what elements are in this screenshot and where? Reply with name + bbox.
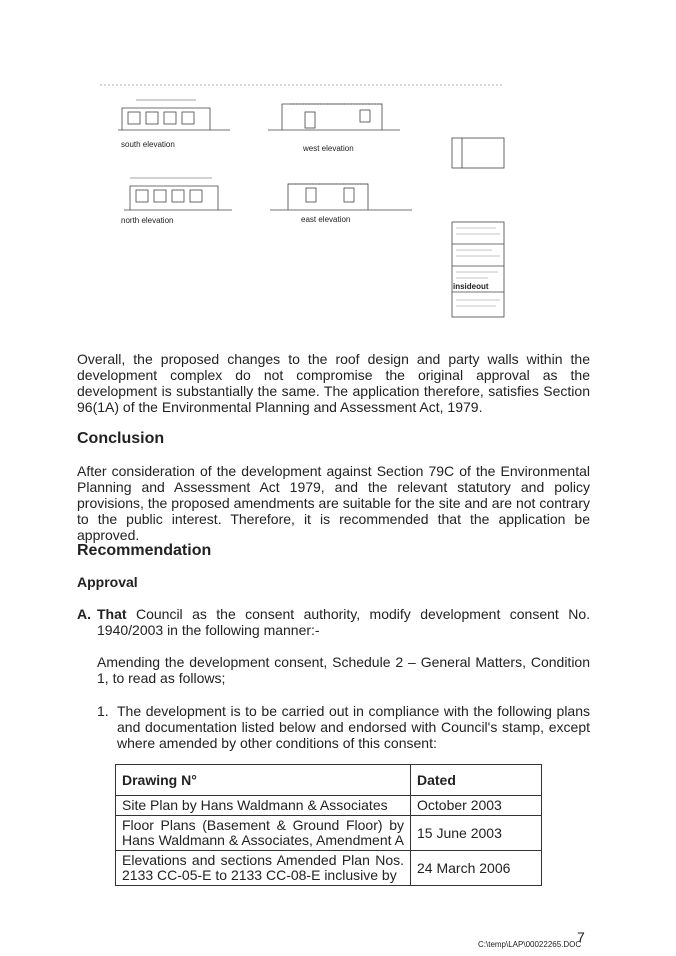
table-cell-drawing: Site Plan by Hans Waldmann & Associates <box>116 796 411 816</box>
page-number: 7 <box>577 929 585 945</box>
conclusion-heading: Conclusion <box>77 430 165 447</box>
plans-table <box>115 764 542 886</box>
table-row <box>116 816 542 851</box>
conclusion-paragraph: After consideration of the development against Section 79C of the Environmental Planning and Assessment Act 1979, and the relevant statutory and policy provisions, the proposed amendments are suitable for the site and are not contrary to the public interest. Therefore, it is recommended that the application be approved. <box>77 463 590 543</box>
table-header-drawing: Drawing N° <box>116 765 411 796</box>
amending-paragraph: Amending the development consent, Schedule 2 – General Matters, Condition 1, to read as follows; <box>97 654 590 686</box>
table-row <box>116 851 542 886</box>
east-elevation-label: east elevation <box>301 215 351 224</box>
item-1-paragraph: The development is to be carried out in compliance with the following plans and documentation listed below and endorsed with Council's stamp, except where amended by other conditions of this consent: <box>117 703 590 751</box>
table-cell-drawing: Floor Plans (Basement & Ground Floor) by Hans Waldmann & Associates, Amendment A <box>116 816 411 851</box>
approval-heading: Approval <box>77 574 138 590</box>
table-header-dated: Dated <box>411 765 542 796</box>
title-block-logo: insideout <box>453 282 489 291</box>
intro-paragraph: Overall, the proposed changes to the roof design and party walls within the development complex do not compromise the original approval as the development is substantially the same. The application therefore, satisfies Section 96(1A) of the Environmental Planning and Assessment Act, 1979. <box>77 351 590 415</box>
recommendation-heading: Recommendation <box>77 542 212 559</box>
table-cell-dated: 24 March 2006 <box>411 851 542 886</box>
item-a-bold: That <box>97 606 127 622</box>
footer-filename: C:\temp\LAP\00022265.DOC <box>478 940 582 949</box>
item-a-text: Council as the consent authority, modify development consent No. 1940/2003 in the following manner:- <box>97 606 590 638</box>
south-elevation-label: south elevation <box>121 140 175 149</box>
item-a-paragraph <box>97 606 590 638</box>
west-elevation-label: west elevation <box>303 144 354 153</box>
table-row <box>116 796 542 816</box>
north-elevation-label: north elevation <box>121 216 174 225</box>
table-cell-drawing: Elevations and sections Amended Plan Nos. 2133 CC-05-E to 2133 CC-08-E inclusive by <box>116 851 411 886</box>
item-1-marker: 1. <box>97 703 109 719</box>
item-a-marker: A. <box>77 606 91 622</box>
table-cell-dated: October 2003 <box>411 796 542 816</box>
elevations-drawing <box>100 82 508 322</box>
table-cell-dated: 15 June 2003 <box>411 816 542 851</box>
table-header-row <box>116 765 542 796</box>
